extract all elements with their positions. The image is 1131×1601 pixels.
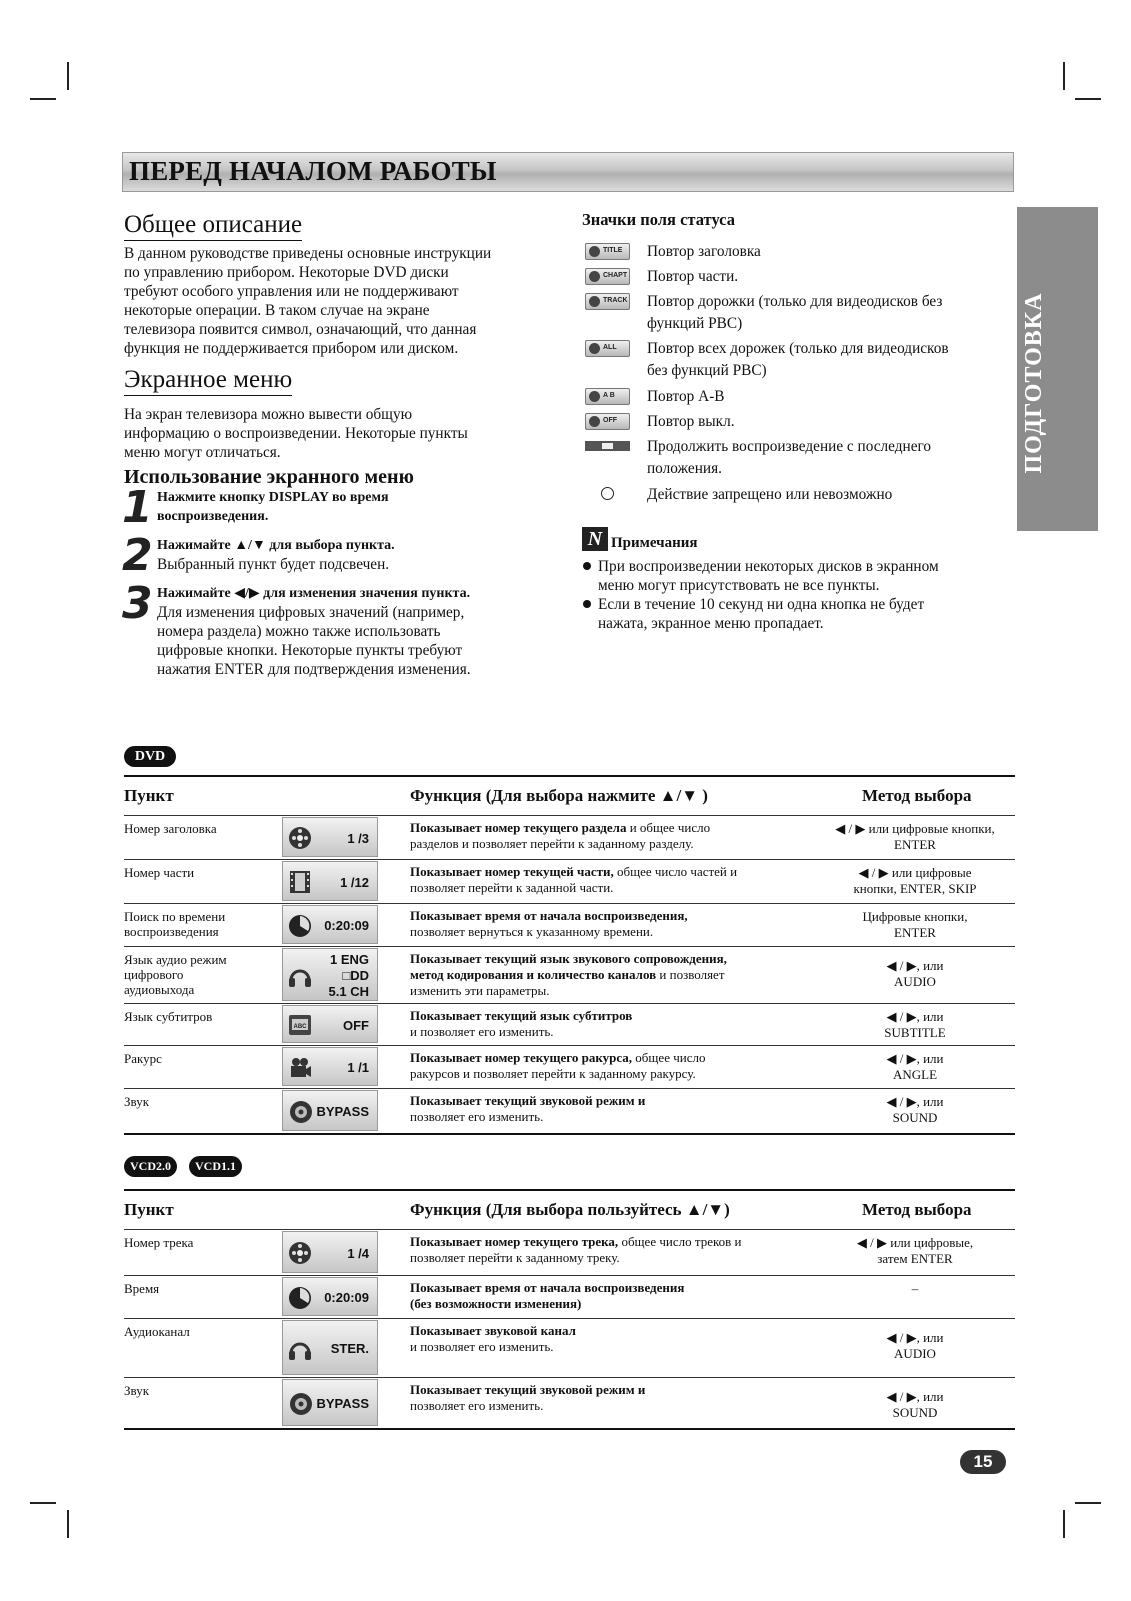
osd-value-line: □DD [342, 968, 369, 983]
step-number: 2 [122, 530, 153, 581]
status-line: Повтор дорожки (только для видеодисков без [647, 293, 943, 310]
subtitle-icon [288, 1013, 312, 1037]
repeat-symbol [589, 343, 600, 354]
step-detail: Выбранный пункт будет подсвечен. [157, 556, 390, 573]
status-line: Действие запрещено или невозможно [647, 486, 893, 503]
row-item [124, 1383, 274, 1398]
status-description [647, 386, 1007, 408]
method-line: затем ENTER [877, 1251, 953, 1266]
function-line [410, 967, 810, 983]
general-line: телевизора появится символ, означающий, что данная [124, 321, 477, 338]
step-detail: Для изменения цифровых значений (например, [157, 604, 465, 621]
repeat-icon [585, 243, 630, 260]
step-instruction: воспроизведения. [157, 509, 269, 524]
function-line [410, 1234, 810, 1250]
osd-value: BYPASS [316, 1396, 369, 1411]
sidebar-tab [1017, 207, 1098, 531]
crop-mark [1063, 62, 1065, 90]
osd-display [282, 1231, 378, 1273]
function-emphasis: Показывает номер текущего ракурса, [410, 1050, 633, 1065]
step-number: 1 [122, 482, 153, 533]
row-item [124, 821, 274, 836]
function-emphasis: Показывает текущий язык звукового сопровождения, [410, 951, 727, 966]
status-description [647, 338, 1007, 382]
general-line: некоторые операции. В таком случае на экране [124, 302, 430, 319]
osd-display [282, 861, 378, 901]
note-line: При воспроизведении некоторых дисков в экранном [598, 558, 939, 575]
note-line: меню могут присутствовать не все пункты. [598, 577, 880, 594]
function-line: позволяет его изменить. [410, 1398, 544, 1413]
step-detail: цифровые кнопки. Некоторые пункты требуют [157, 642, 463, 659]
status-description [647, 266, 1007, 288]
row-item [124, 952, 274, 997]
row-item-line: Номер части [124, 865, 195, 880]
status-line: без функций PBC) [647, 362, 767, 379]
osd-display [282, 1047, 378, 1086]
note-line: Если в течение 10 секунд ни одна кнопка не будет [598, 596, 925, 613]
bullet [583, 600, 591, 608]
row-method [815, 1330, 1015, 1362]
function-text: общее число треков и [618, 1234, 742, 1249]
function-emphasis: метод кодирования и количество каналов [410, 967, 657, 982]
row-function [410, 1050, 810, 1082]
repeat-icon [585, 413, 630, 430]
row-item-line: Номер заголовка [124, 821, 217, 836]
method-line: ◀ / ▶, или [886, 1009, 944, 1024]
method-line: кнопки, ENTER, SKIP [853, 881, 977, 896]
repeat-symbol [589, 246, 600, 257]
row-function [410, 1323, 810, 1355]
header-function: Функция (Для выбора пользуйтесь ▲/▼) [410, 1200, 730, 1219]
osd-display [282, 817, 378, 857]
row-function [410, 1093, 810, 1125]
row-divider [124, 1045, 1015, 1046]
general-line: по управлению прибором. Некоторые DVD диски [124, 264, 449, 281]
function-line: позволяет его изменить. [410, 1109, 544, 1124]
sidebar-label: ПОДГОТОВКА [1021, 292, 1047, 474]
method-line: SUBTITLE [884, 1025, 946, 1040]
function-line [410, 908, 810, 924]
osd-value-line: 5.1 CH [328, 984, 369, 999]
osd-value: 1 /1 [347, 1060, 369, 1075]
function-emphasis: Показывает номер текущего раздела [410, 820, 627, 835]
row-function [410, 1382, 810, 1414]
row-item-line: Язык аудио режим [124, 952, 227, 967]
row-method [815, 1051, 1015, 1083]
function-text: общее число [632, 1050, 706, 1065]
row-item-line: Время [124, 1281, 160, 1296]
general-title: Общее описание [124, 211, 302, 241]
function-text: общее число частей и [613, 864, 738, 879]
repeat-icon-label: OFF [603, 417, 617, 424]
osd-menu-line: информацию о воспроизведении. Некоторые пункты [124, 425, 468, 442]
page-number: 15 [960, 1450, 1006, 1474]
function-line [410, 951, 810, 967]
function-line: и позволяет его изменить. [410, 1339, 554, 1354]
osd-menu-text [124, 405, 554, 462]
method-line: ◀ / ▶ или цифровые кнопки, [835, 821, 995, 836]
row-function [410, 820, 810, 852]
row-item-line: воспроизведения [124, 924, 219, 939]
headphones-icon [288, 1337, 312, 1361]
resume-glyph [602, 443, 613, 449]
function-emphasis: Показывает время от начала воспроизведения, [410, 908, 688, 923]
repeat-icon-label: CHAPT [603, 272, 628, 279]
disc-icon [288, 1241, 312, 1265]
row-divider [124, 1275, 1015, 1276]
function-emphasis: Показывает время от начала воспроизведения [410, 1280, 685, 1295]
vcd11-badge: VCD1.1 [189, 1156, 242, 1177]
row-item [124, 1235, 274, 1250]
row-item-line: цифрового [124, 967, 184, 982]
row-item-line: Номер трека [124, 1235, 194, 1250]
function-line [410, 1382, 810, 1398]
osd-value: 0:20:09 [324, 918, 369, 933]
row-item-line: Поиск по времени [124, 909, 226, 924]
general-line: функция не поддерживается прибором или диском. [124, 340, 459, 357]
function-emphasis: Показывает номер текущего трека, [410, 1234, 619, 1249]
method-line: ◀ / ▶, или [886, 1051, 944, 1066]
row-method [815, 821, 1015, 853]
row-divider [124, 946, 1015, 947]
function-line: позволяет вернуться к указанному времени. [410, 924, 654, 939]
osd-value: 0:20:09 [324, 1290, 369, 1305]
disc-icon [288, 826, 312, 850]
function-line: позволяет перейти к заданному треку. [410, 1250, 620, 1265]
status-line: Повтор части. [647, 268, 739, 285]
function-line [410, 864, 810, 880]
method-line: ◀ / ▶, или [886, 1094, 944, 1109]
header-item: Пункт [124, 786, 174, 805]
function-emphasis: Показывает номер текущей части, [410, 864, 614, 879]
osd-display [282, 948, 378, 1001]
function-line [410, 1323, 810, 1339]
repeat-symbol [589, 416, 600, 427]
osd-display [282, 905, 378, 944]
general-text [124, 244, 554, 358]
row-divider [124, 1377, 1015, 1378]
row-function [410, 908, 810, 940]
row-function [410, 1280, 810, 1312]
status-title: Значки поля статуса [582, 210, 735, 229]
step-number: 3 [122, 578, 153, 629]
header-method: Метод выбора [862, 1200, 972, 1219]
dvd-badge: DVD [124, 746, 176, 767]
repeat-icon-label: ALL [603, 344, 617, 351]
step-instruction: Нажимайте ◀/▶ для изменения значения пункта. [157, 586, 471, 601]
method-line: ◀ / ▶ или цифровые, [856, 1235, 974, 1250]
row-function [410, 1234, 810, 1266]
function-line [410, 1008, 810, 1024]
header-divider [124, 815, 1015, 816]
header-divider [124, 1229, 1015, 1230]
row-divider [124, 859, 1015, 860]
section-title: ПЕРЕД НАЧАЛОМ РАБОТЫ [129, 156, 497, 186]
function-line: и позволяет его изменить. [410, 1024, 554, 1039]
function-emphasis: Показывает текущий звуковой режим и [410, 1382, 646, 1397]
row-item [124, 1051, 274, 1066]
status-line: Повтор заголовка [647, 243, 761, 260]
crop-mark [67, 62, 69, 90]
osd-display [282, 1379, 378, 1426]
osd-value: 1 /12 [340, 874, 369, 890]
osd-menu-line: меню могут отличаться. [124, 444, 281, 461]
method-line: ◀ / ▶ или цифровые [858, 865, 972, 880]
row-item [124, 1324, 274, 1339]
status-description [647, 241, 1007, 263]
row-method [815, 909, 1015, 941]
function-line: разделов и позволяет перейти к заданному разделу. [410, 836, 694, 851]
status-line: Повтор выкл. [647, 413, 735, 430]
prohibited-icon [601, 487, 614, 500]
osd-display [282, 1090, 378, 1131]
method-line: – [911, 1281, 919, 1296]
osd-value: STER. [330, 1341, 369, 1356]
status-line: функций PBC) [647, 315, 743, 332]
row-item [124, 1094, 274, 1109]
method-line: ◀ / ▶, или [886, 958, 944, 973]
osd-value [329, 952, 369, 1000]
row-item [124, 865, 274, 880]
repeat-icon-label: TITLE [603, 247, 623, 254]
note-icon: N [582, 527, 608, 551]
method-line: ENTER [894, 837, 936, 852]
resume-icon [585, 441, 630, 451]
osd-display [282, 1005, 378, 1043]
step-text [157, 488, 557, 526]
note-text [598, 595, 998, 633]
osd-value: OFF [343, 1017, 369, 1033]
method-line: Цифровые кнопки, [862, 909, 968, 924]
camera-icon [288, 1056, 312, 1080]
crop-mark [1063, 1510, 1065, 1538]
header-method: Метод выбора [862, 786, 972, 805]
function-line: позволяет перейти к заданной части. [410, 880, 614, 895]
row-item-line: Язык субтитров [124, 1009, 213, 1024]
repeat-icon-label: A B [603, 392, 615, 399]
osd-value: 1 /3 [347, 830, 369, 846]
function-text: и общее число [626, 820, 711, 835]
osd-display [282, 1320, 378, 1375]
repeat-icon [585, 268, 630, 285]
row-method [815, 1094, 1015, 1126]
row-item-line: Звук [124, 1094, 150, 1109]
section-banner [122, 152, 1014, 192]
repeat-icon [585, 293, 630, 310]
step-detail: нажатия ENTER для подтверждения изменения. [157, 661, 471, 678]
function-line [410, 1093, 810, 1109]
note-text [598, 557, 998, 595]
function-text: и позволяет [656, 967, 725, 982]
speaker-icon [288, 1392, 312, 1416]
film-icon [288, 870, 312, 894]
row-divider [124, 1428, 1015, 1430]
osd-menu-line: На экран телевизора можно вывести общую [124, 406, 413, 423]
status-line: Повтор A-B [647, 388, 725, 405]
repeat-symbol [589, 391, 600, 402]
row-item-line: Аудиоканал [124, 1324, 190, 1339]
status-description [647, 436, 1007, 480]
row-item-line: аудиовыхода [124, 982, 195, 997]
repeat-symbol [589, 271, 600, 282]
osd-menu-title: Экранное меню [124, 366, 292, 396]
repeat-symbol [589, 296, 600, 307]
function-line: изменить эти параметры. [410, 983, 550, 998]
row-item-line: Ракурс [124, 1051, 162, 1066]
headphones-icon [288, 964, 312, 988]
step-detail: номера раздела) можно также использовать [157, 623, 441, 640]
status-description [647, 411, 1007, 433]
row-method [815, 1389, 1015, 1421]
row-divider [124, 903, 1015, 904]
row-divider [124, 1133, 1015, 1135]
crop-mark [1075, 1502, 1101, 1504]
method-line: SOUND [892, 1110, 938, 1125]
row-item-line: Звук [124, 1383, 150, 1398]
osd-value: BYPASS [316, 1104, 369, 1119]
crop-mark [67, 1510, 69, 1538]
step-text [157, 584, 557, 679]
vcd20-badge: VCD2.0 [124, 1156, 177, 1177]
method-line: ENTER [894, 925, 936, 940]
header-item: Пункт [124, 1200, 174, 1219]
function-emphasis: Показывает звуковой канал [410, 1323, 576, 1338]
repeat-icon [585, 340, 630, 357]
clock-icon [288, 1286, 312, 1310]
method-line: AUDIO [894, 974, 936, 989]
row-item [124, 1281, 274, 1296]
function-line [410, 1280, 810, 1296]
osd-value-line: 1 ENG [329, 952, 369, 967]
step-instruction: Нажимайте ▲/▼ для выбора пункта. [157, 538, 395, 553]
function-line [410, 820, 810, 836]
method-line: SOUND [892, 1405, 938, 1420]
osd-display [282, 1277, 378, 1316]
status-line: Продолжить воспроизведение с последнего [647, 438, 932, 455]
usage-title: Использование экранного меню [124, 466, 414, 488]
row-function [410, 951, 810, 999]
status-line: Повтор всех дорожек (только для видеодисков [647, 340, 949, 357]
status-description [647, 484, 1007, 506]
row-method [815, 1281, 1015, 1297]
bullet [583, 562, 591, 570]
function-emphasis: Показывает текущий звуковой режим и [410, 1093, 646, 1108]
row-method [815, 865, 1015, 897]
general-line: требуют особого управления или не поддерживают [124, 283, 459, 300]
table-top-rule [124, 1189, 1015, 1191]
row-divider [124, 1088, 1015, 1089]
function-line [410, 1050, 810, 1066]
function-line: ракурсов и позволяет перейти к заданному ракурсу. [410, 1066, 696, 1081]
row-item [124, 1009, 274, 1024]
row-method [815, 958, 1015, 990]
method-line: ◀ / ▶, или [886, 1330, 944, 1345]
row-divider [124, 1318, 1015, 1319]
method-line: ANGLE [892, 1067, 938, 1082]
header-function: Функция (Для выбора нажмите ▲/▼ ) [410, 786, 708, 805]
speaker-icon [288, 1100, 312, 1124]
row-function [410, 1008, 810, 1040]
function-emphasis: Показывает текущий язык субтитров [410, 1008, 633, 1023]
notes-title: Примечания [611, 535, 698, 551]
crop-mark [1075, 98, 1101, 100]
general-line: В данном руководстве приведены основные инструкции [124, 245, 492, 262]
status-line: положения. [647, 460, 722, 477]
crop-mark [30, 1502, 56, 1504]
repeat-icon [585, 388, 630, 405]
row-divider [124, 1003, 1015, 1004]
step-text [157, 536, 557, 574]
crop-mark [30, 98, 56, 100]
row-function [410, 864, 810, 896]
repeat-icon-label: TRACK [603, 297, 628, 304]
function-emphasis: (без возможности изменения) [410, 1296, 582, 1311]
clock-icon [288, 914, 312, 938]
row-method [815, 1235, 1015, 1267]
row-item [124, 909, 274, 939]
method-line: ◀ / ▶, или [886, 1389, 944, 1404]
svg-text:ABC: ABC [293, 1024, 307, 1030]
note-line: нажата, экранное меню пропадает. [598, 615, 824, 632]
row-method [815, 1009, 1015, 1041]
method-line: AUDIO [894, 1346, 936, 1361]
step-instruction: Нажмите кнопку DISPLAY во время [157, 490, 389, 505]
status-description [647, 291, 1007, 335]
osd-value: 1 /4 [347, 1245, 369, 1261]
table-top-rule [124, 775, 1015, 777]
